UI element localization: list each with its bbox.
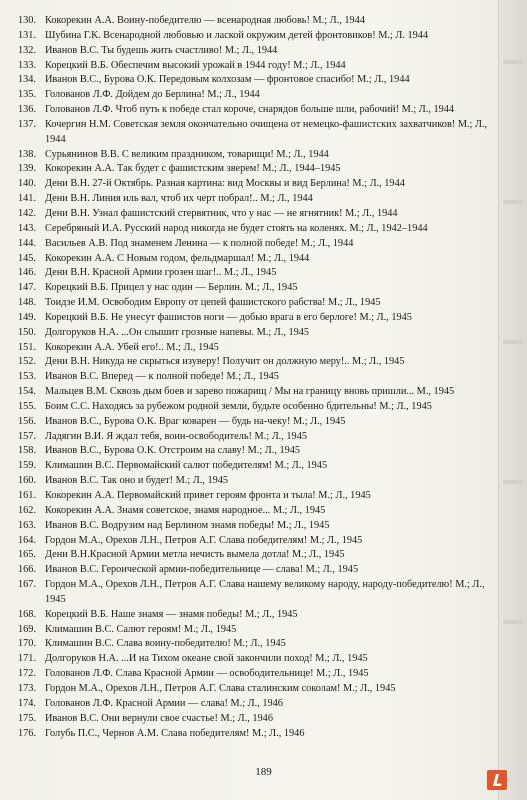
list-item xyxy=(18,682,490,697)
entry-text: Кокорекин А.А. Первомайский привет героям фронта и тыла! М.; Л., 1945 xyxy=(45,490,371,501)
entry-number: 139. xyxy=(18,163,37,175)
entry-number: 164. xyxy=(18,534,37,546)
entry-text: Сурьянинов В.В. С великим праздником, товарищи! М.; Л., 1944 xyxy=(45,148,329,160)
entry-text: Голованов Л.Ф. Чтоб путь к победе стал короче, снарядов больше шли, рабочий! М.; Л., 1944 xyxy=(45,104,455,116)
entry-number: 151. xyxy=(18,341,37,353)
entry-text: Дени В.Н. 27-й Октябрь. Разная картина: вид Москвы и вид Берлина! М.; Л., 1944 xyxy=(45,178,405,190)
entry-text: Кочергин Н.М. Советская земля окончательно очищена от немецко-фашистских захватчиков! М.; Л., 1944 xyxy=(45,118,488,145)
entry-text: Иванов В.С. Они вернули свое счастье! М.; Л., 1946 xyxy=(45,712,273,724)
entry-text: Боим С.С. Находясь за рубежом родной земли, будьте особенно бдительны! М.; Л., 1945 xyxy=(45,400,432,412)
entry-text: Дени В.Н. Линия иль вал, чтоб их черт побрал!.. М.; Л., 1944 xyxy=(45,193,313,205)
list-item xyxy=(18,266,490,281)
entry-number: 160. xyxy=(18,475,37,487)
entry-number: 169. xyxy=(18,623,37,635)
entry-number: 173. xyxy=(18,682,37,694)
entry-text: Кокорекин А.А. Убей его!.. М.; Л., 1945 xyxy=(45,341,219,353)
entry-number: 146. xyxy=(18,267,37,279)
list-item xyxy=(18,59,490,74)
entry-text: Дени В.Н.Красной Армии метла нечисть вымела дотла! М.; Л., 1945 xyxy=(45,549,345,561)
entry-text: Иванов В.С., Бурова О.К. Передовым колхозам — фронтовое спасибо! М.; Л., 1944 xyxy=(45,74,410,86)
list-item xyxy=(18,608,490,623)
entry-text: Иванов В.С. Героической армии-победительнице — слава! М.; Л., 1945 xyxy=(45,564,359,576)
entry-text: Иванов В.С., Бурова О.К. Отстроим на славу! М.; Л., 1945 xyxy=(45,445,301,457)
entry-text: Долгоруков Н.А. ...Он слышит грозные напевы. М.; Л., 1945 xyxy=(45,326,310,338)
entry-number: 145. xyxy=(18,252,37,264)
adjacent-page-edge xyxy=(498,0,527,800)
entry-number: 135. xyxy=(18,89,37,101)
list-item xyxy=(18,222,490,237)
list-item xyxy=(18,73,490,88)
list-item xyxy=(18,118,490,148)
entry-text: Голубь П.С., Чернов А.М. Слава победителям! М.; Л., 1946 xyxy=(45,727,305,739)
entry-text: Гордон М.А., Орехов Л.Н., Петров А.Г. Слава победителям! М.; Л., 1945 xyxy=(45,534,363,546)
entry-number: 156. xyxy=(18,415,37,427)
entry-number: 149. xyxy=(18,311,37,323)
entry-number: 161. xyxy=(18,490,37,501)
entry-number: 166. xyxy=(18,564,37,576)
entry-text: Кокорекин А.А. С Новым годом, фельдмаршал! М.; Л., 1944 xyxy=(45,252,310,264)
entry-number: 154. xyxy=(18,386,37,398)
entry-number: 137. xyxy=(18,118,37,130)
entry-number: 175. xyxy=(18,712,37,724)
entry-number: 171. xyxy=(18,653,37,665)
entry-number: 140. xyxy=(18,178,37,190)
list-item xyxy=(18,252,490,267)
list-item xyxy=(18,459,490,474)
entry-number: 165. xyxy=(18,549,37,561)
list-item xyxy=(18,667,490,682)
list-item xyxy=(18,177,490,192)
list-item xyxy=(18,162,490,177)
entry-text: Климашин В.С. Первомайский салют победителям! М.; Л., 1945 xyxy=(45,460,328,472)
entry-text: Иванов В.С. Так оно и будет! М.; Л., 1945 xyxy=(45,475,229,487)
list-item xyxy=(18,326,490,341)
entry-text: Корецкий В.Б. Наше знамя — знамя победы! М.; Л., 1945 xyxy=(45,608,298,620)
list-item xyxy=(18,563,490,578)
labirint-logo-icon xyxy=(487,770,507,790)
list-item xyxy=(18,192,490,207)
list-item xyxy=(18,504,490,519)
entry-text: Кокорекин А.А. Так будет с фашистским зверем! М.; Л., 1944–1945 xyxy=(45,163,341,175)
entry-text: Серебряный И.А. Русский народ никогда не будет стоять на коленях. М.; Л., 1942–1944 xyxy=(45,222,428,234)
entry-number: 134. xyxy=(18,74,37,86)
list-item xyxy=(18,489,490,504)
list-item xyxy=(18,697,490,712)
entry-text: Дени В.Н. Красной Армии грозен шаг!.. М.; Л., 1945 xyxy=(45,267,277,279)
list-item xyxy=(18,341,490,356)
entry-text: Голованов Л.Ф. Красной Армии — слава! М.; Л., 1946 xyxy=(45,697,283,709)
page-content xyxy=(18,14,490,741)
entry-number: 174. xyxy=(18,697,37,709)
list-item xyxy=(18,415,490,430)
list-item xyxy=(18,727,490,742)
entry-number: 163. xyxy=(18,519,37,531)
entry-text: Корецкий В.Б. Не унесут фашистов ноги — добью врага в его берлоге! М.; Л., 1945 xyxy=(45,311,412,323)
entry-number: 130. xyxy=(18,15,37,26)
entry-number: 170. xyxy=(18,638,37,650)
list-item xyxy=(18,207,490,222)
entry-text: Климашин В.С. Слава воину-победителю! М.; Л., 1945 xyxy=(45,638,286,650)
entry-text: Дени В.Н. Никуда не скрыться изуверу! Получит он должную меру!.. М.; Л., 1945 xyxy=(45,356,405,368)
entry-text: Долгоруков Н.А. ...И на Тихом океане свой закончили поход! М.; Л., 1945 xyxy=(45,653,368,665)
entry-number: 148. xyxy=(18,297,37,309)
entry-number: 150. xyxy=(18,326,37,338)
list-item xyxy=(18,281,490,296)
entry-text: Иванов В.С. Вперед — к полной победе! М.; Л., 1945 xyxy=(45,371,279,383)
list-item xyxy=(18,88,490,103)
list-item xyxy=(18,652,490,667)
entry-text: Голованов Л.Ф. Дойдем до Берлина! М.; Л., 1944 xyxy=(45,89,260,101)
entry-text: Кокорекин А.А. Воину-победителю — всенародная любовь! М.; Л., 1944 xyxy=(45,15,365,26)
list-item xyxy=(18,103,490,118)
list-item xyxy=(18,44,490,59)
entry-text: Гордон М.А., Орехов Л.Н., Петров А.Г. Слава нашему великому народу, народу-победителю! М.; Л., 1945 xyxy=(45,579,485,605)
list-item xyxy=(18,444,490,459)
entry-number: 152. xyxy=(18,356,37,368)
entry-number: 133. xyxy=(18,59,37,71)
entry-text: Корецкий В.Б. Прицел у нас один — Берлин. М.; Л., 1945 xyxy=(45,282,298,294)
entry-text: Васильев А.В. Под знаменем Ленина — к полной победе! М.; Л., 1944 xyxy=(45,237,354,249)
list-item xyxy=(18,29,490,44)
entry-text: Иванов В.С. Водрузим над Берлином знамя победы! М.; Л., 1945 xyxy=(45,519,330,531)
entry-number: 176. xyxy=(18,727,37,739)
entry-number: 158. xyxy=(18,445,37,457)
entry-number: 131. xyxy=(18,29,37,41)
entry-number: 167. xyxy=(18,579,37,591)
list-item xyxy=(18,355,490,370)
list-item xyxy=(18,400,490,415)
entry-number: 136. xyxy=(18,104,37,116)
entry-number: 141. xyxy=(18,193,37,205)
entry-text: Ладягин В.И. Я ждал тебя, воин-освободитель! М.; Л., 1945 xyxy=(45,430,307,442)
entry-number: 147. xyxy=(18,282,37,294)
entry-text: Корецкий В.Б. Обеспечим высокий урожай в 1944 году! М.; Л., 1944 xyxy=(45,59,346,71)
page-number: 189 xyxy=(255,766,272,778)
entry-text: Мальцев В.М. Сквозь дым боев и зарево пожарищ / Мы на границу вновь пришли... М., 1945 xyxy=(45,386,455,398)
entry-text: Климашин В.С. Салют героям! М.; Л., 1945 xyxy=(45,623,237,635)
list-item xyxy=(18,311,490,326)
entry-number: 172. xyxy=(18,668,37,680)
list-item xyxy=(18,370,490,385)
poster-list xyxy=(18,14,490,741)
entry-text: Кокорекин А.А. Знамя советское, знамя народное... М.; Л., 1945 xyxy=(45,504,326,516)
entry-text: Иванов В.С. Ты будешь жить счастливо! М.; Л., 1944 xyxy=(45,44,278,56)
list-item xyxy=(18,548,490,563)
list-item xyxy=(18,237,490,252)
list-item xyxy=(18,534,490,549)
entry-number: 157. xyxy=(18,430,37,442)
list-item xyxy=(18,430,490,445)
list-item xyxy=(18,578,490,608)
list-item xyxy=(18,474,490,489)
list-item xyxy=(18,623,490,638)
entry-number: 142. xyxy=(18,207,37,219)
entry-number: 153. xyxy=(18,371,37,383)
entry-number: 144. xyxy=(18,237,37,249)
entry-text: Тоидзе И.М. Освободим Европу от цепей фашистского рабства! М.; Л., 1945 xyxy=(45,297,381,309)
list-item xyxy=(18,637,490,652)
list-item xyxy=(18,148,490,163)
list-item xyxy=(18,296,490,311)
list-item xyxy=(18,385,490,400)
entry-text: Гордон М.А., Орехов Л.Н., Петров А.Г. Слава сталинским соколам! М.; Л., 1945 xyxy=(45,682,396,694)
entry-number: 159. xyxy=(18,460,37,472)
entry-number: 168. xyxy=(18,608,37,620)
list-item xyxy=(18,14,490,29)
list-item xyxy=(18,519,490,534)
entry-number: 143. xyxy=(18,222,37,234)
entry-number: 162. xyxy=(18,504,37,516)
entry-text: Голованов Л.Ф. Слава Красной Армии — освободительнице! М.; Л., 1945 xyxy=(45,668,369,680)
entry-text: Шубина Г.К. Всенародной любовью и лаской окружим детей фронтовиков! М.; Л. 1944 xyxy=(45,29,429,41)
entry-number: 138. xyxy=(18,148,37,160)
entry-text: Иванов В.С., Бурова О.К. Враг коварен — будь на-чеку! М.; Л., 1945 xyxy=(45,415,346,427)
list-item xyxy=(18,712,490,727)
entry-number: 155. xyxy=(18,400,37,412)
entry-number: 132. xyxy=(18,44,37,56)
entry-text: Дени В.Н. Узнал фашистский стервятник, что у нас — не ягнятник! М.; Л., 1944 xyxy=(45,207,398,219)
